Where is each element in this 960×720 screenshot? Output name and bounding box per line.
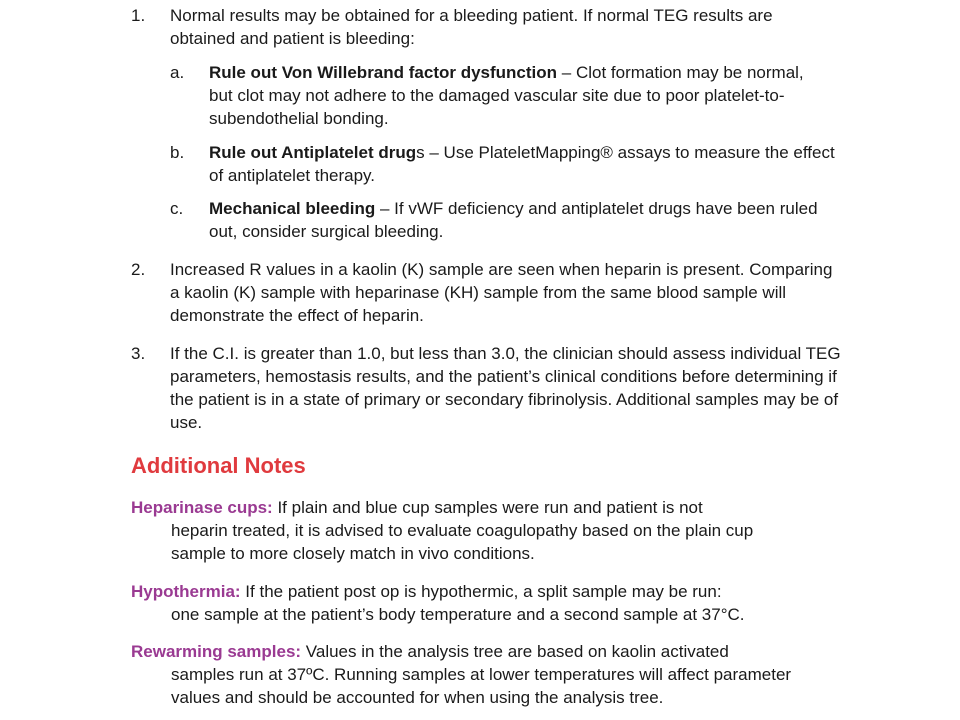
- note-line1: Values in the analysis tree are based on kaolin activated: [301, 642, 729, 661]
- note-line1: If the patient post op is hypothermic, a split sample may be run:: [240, 582, 722, 601]
- list-number: 1.: [131, 6, 146, 25]
- sub-bold: Rule out Von Willebrand factor dysfunction: [209, 63, 558, 82]
- sub-letter: a.: [170, 63, 185, 82]
- list-text: Normal results may be obtained for a bleeding patient. If normal TEG results are obtained and patient is bleeding:: [170, 6, 773, 48]
- list-number: 2.: [131, 260, 146, 279]
- sub-text: [209, 61, 829, 130]
- note-line: [131, 580, 851, 603]
- sub-rest: – Clot formation may be normal, but clot may not adhere to the damaged vascular site due to poor platelet-to-subendothelial bonding.: [209, 63, 804, 128]
- section-heading: Additional Notes: [131, 453, 306, 478]
- list-text: Increased R values in a kaolin (K) sample are seen when heparin is present. Comparing a kaolin (K) sample with heparinase (KH) sample from the same blood sample will demonstrate the effect of heparin.: [170, 260, 833, 325]
- note-hypothermia: [131, 580, 851, 626]
- sub-text: [209, 141, 839, 187]
- sub-rest: s – Use PlateletMapping® assays to measure the effect of antiplatelet therapy.: [209, 143, 835, 185]
- list-number: 3.: [131, 344, 146, 363]
- sub-text: [209, 197, 839, 243]
- sub-bold: Mechanical bleeding: [209, 199, 376, 218]
- sub-letter: b.: [170, 143, 185, 162]
- note-rewarming: [131, 640, 851, 709]
- note-continuation: heparin treated, it is advised to evaluate coagulopathy based on the plain cup sample to more closely match in vivo conditions.: [171, 521, 754, 563]
- note-label: Heparinase cups:: [131, 498, 273, 517]
- sub-bold: Rule out Antiplatelet drug: [209, 143, 417, 162]
- note-label: Hypothermia:: [131, 582, 241, 601]
- list-text: If the C.I. is greater than 1.0, but less than 3.0, the clinician should assess individual TEG parameters, hemostasis results, and the patient’s clinical conditions before determining if the patient is in a state of primary or secondary fibrinolysis. Additional samples may be of use.: [170, 344, 841, 432]
- note-continuation: one sample at the patient’s body temperature and a second sample at 37°C.: [171, 605, 745, 624]
- note-line1: If plain and blue cup samples were run and patient is not: [272, 498, 703, 517]
- note-line: [131, 640, 851, 663]
- note-line: [131, 496, 851, 519]
- sub-letter: c.: [170, 199, 184, 218]
- note-continuation: samples run at 37ºC. Running samples at lower temperatures will affect parameter values and should be accounted for when using the analysis tree.: [171, 665, 792, 707]
- note-heparinase: [131, 496, 851, 565]
- sub-rest: – If vWF deficiency and antiplatelet drugs have been ruled out, consider surgical bleeding.: [209, 199, 818, 241]
- note-label: Rewarming samples:: [131, 642, 302, 661]
